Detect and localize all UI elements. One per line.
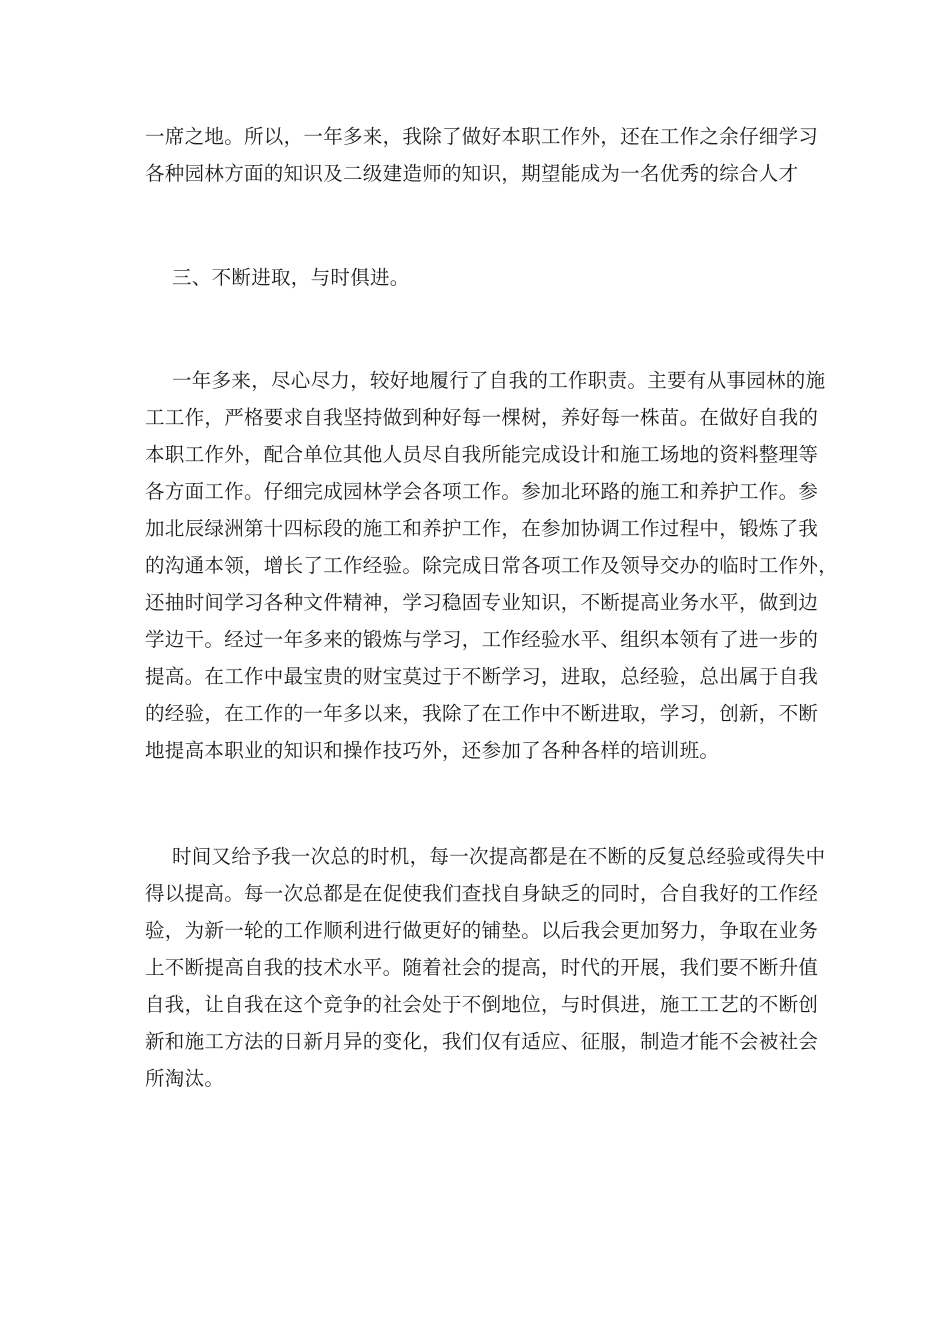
- paragraph-line: 提高。在工作中最宝贵的财宝莫过于不断学习，进取，总经验，总出属于自我: [145, 665, 819, 688]
- paragraph-line: 各种园林方面的知识及二级建造师的知识，期望能成为一名优秀的综合人才: [145, 162, 799, 185]
- paragraph-line: 学边干。经过一年多来的锻炼与学习，工作经验水平、组织本领有了进一步的: [145, 628, 819, 651]
- paragraph-line: 的沟通本领，增长了工作经验。除完成日常各项工作及领导交办的临时工作外，: [145, 554, 839, 577]
- paragraph-line: 新和施工方法的日新月异的变化，我们仅有适应、征服，制造才能不会被社会: [145, 1030, 819, 1053]
- paragraph-line: 时间又给予我一次总的时机，每一次提高都是在不断的反复总经验或得失中: [172, 845, 826, 868]
- paragraph-line: 各方面工作。仔细完成园林学会各项工作。参加北环路的施工和养护工作。参: [145, 480, 819, 503]
- paragraph-line: 得以提高。每一次总都是在促使我们查找自身缺乏的同时，合自我好的工作经: [145, 882, 819, 905]
- paragraph-line: 上不断提高自我的技术水平。随着社会的提高，时代的开展，我们要不断升值: [145, 956, 819, 979]
- paragraph-line: 一席之地。所以，一年多来，我除了做好本职工作外，还在工作之余仔细学习: [145, 125, 819, 148]
- paragraph-line: 的经验，在工作的一年多以来，我除了在工作中不断进取，学习，创新，不断: [145, 702, 819, 725]
- paragraph-line: 验，为新一轮的工作顺利进行做更好的铺垫。以后我会更加努力，争取在业务: [145, 919, 819, 942]
- paragraph-line: 地提高本职业的知识和操作技巧外，还参加了各种各样的培训班。: [145, 739, 720, 762]
- paragraph-line: 本职工作外，配合单位其他人员尽自我所能完成设计和施工场地的资料整理等: [145, 443, 819, 466]
- paragraph-line: 加北辰绿洲第十四标段的施工和养护工作，在参加协调工作过程中，锻炼了我: [145, 517, 819, 540]
- section-heading: 三、不断进取，与时俱进。: [172, 266, 410, 289]
- paragraph-line: 所淘汰。: [145, 1067, 225, 1090]
- paragraph-line: 工工作，严格要求自我坚持做到种好每一棵树，养好每一株苗。在做好自我的: [145, 406, 819, 429]
- paragraph-line: 一年多来，尽心尽力，较好地履行了自我的工作职责。主要有从事园林的施: [172, 369, 826, 392]
- paragraph-line: 自我，让自我在这个竞争的社会处于不倒地位，与时俱进，施工工艺的不断创: [145, 993, 819, 1016]
- paragraph-line: 还抽时间学习各种文件精神，学习稳固专业知识，不断提高业务水平，做到边: [145, 591, 819, 614]
